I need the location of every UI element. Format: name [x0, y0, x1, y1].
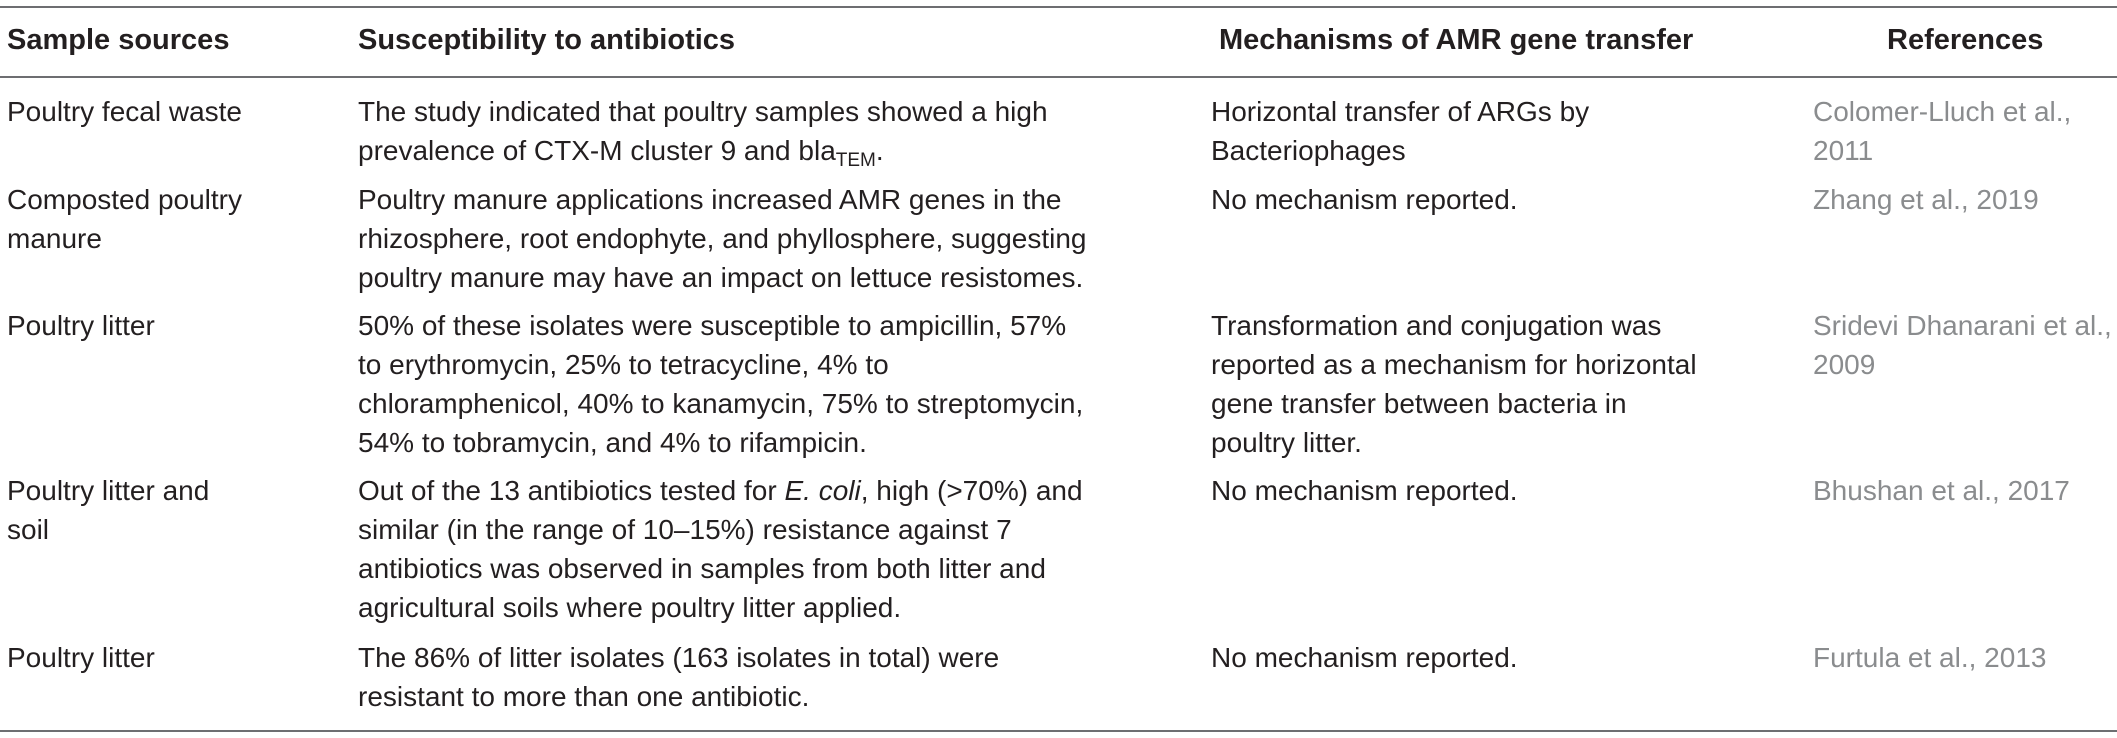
row-1-source — [7, 92, 242, 131]
row-2-susceptibility-line: poultry manure may have an impact on lettuce resistomes. — [358, 262, 1084, 293]
row-4-susceptibility-line: antibiotics was observed in samples from both litter and — [358, 553, 1046, 584]
row-2-mechanism-line: No mechanism reported. — [1211, 184, 1518, 215]
row-3-reference-line: Sridevi Dhanarani et al., — [1813, 310, 2112, 341]
row-3-susceptibility-line: to erythromycin, 25% to tetracycline, 4% to — [358, 349, 889, 380]
row-5-reference-line: Furtula et al., 2013 — [1813, 642, 2047, 673]
row-3-susceptibility-line: chloramphenicol, 40% to kanamycin, 75% to streptomycin, — [358, 388, 1084, 419]
row-1-mechanism — [1211, 92, 1589, 170]
row-4-reference — [1813, 471, 2070, 510]
row-2-reference — [1813, 180, 2039, 219]
row-3-reference-line: 2009 — [1813, 349, 1876, 380]
row-3-mechanism-line: reported as a mechanism for horizontal — [1211, 349, 1697, 380]
header-references: References — [1887, 24, 2044, 56]
row-1-reference — [1813, 92, 2071, 170]
row-4-source-line: soil — [7, 514, 50, 545]
row-3-mechanism — [1211, 306, 1697, 462]
row-1-susceptibility-period: . — [875, 135, 884, 166]
row-1-susceptibility-text: prevalence of CTX-M cluster 9 and bla — [358, 135, 836, 166]
row-3-source — [7, 306, 155, 345]
row-1-reference-line: Colomer-Lluch et al., — [1813, 96, 2072, 127]
row-4-susceptibility-text: Out of the 13 antibiotics tested for — [358, 475, 785, 506]
row-4-reference-line: Bhushan et al., 2017 — [1813, 475, 2070, 506]
row-2-source — [7, 180, 242, 258]
row-4-source-line: Poultry litter and — [7, 475, 210, 506]
row-3-susceptibility — [358, 306, 1083, 462]
row-2-susceptibility-line: Poultry manure applications increased AMR genes in the — [358, 184, 1062, 215]
row-2-source-line: Composted poultry — [7, 184, 243, 215]
row-4-susceptibility-line — [358, 471, 1083, 510]
row-5-susceptibility — [358, 638, 999, 716]
row-2-mechanism — [1211, 180, 1518, 219]
row-4-mechanism — [1211, 471, 1518, 510]
row-5-source — [7, 638, 155, 677]
row-2-reference-line: Zhang et al., 2019 — [1813, 184, 2039, 215]
row-5-mechanism-line: No mechanism reported. — [1211, 642, 1518, 673]
row-4-susceptibility — [358, 471, 1083, 627]
row-3-reference — [1813, 306, 2112, 384]
row-1-mechanism-line: Bacteriophages — [1211, 135, 1406, 166]
row-3-mechanism-line: Transformation and conjugation was — [1211, 310, 1662, 341]
table-top-rule — [0, 6, 2117, 8]
header-sample-sources: Sample sources — [7, 24, 230, 56]
row-1-reference-line: 2011 — [1813, 135, 1874, 166]
row-5-mechanism — [1211, 638, 1518, 677]
row-4-susceptibility-line: similar (in the range of 10–15%) resistance against 7 — [358, 514, 1012, 545]
row-2-susceptibility — [358, 180, 1087, 297]
row-1-susceptibility-line: The study indicated that poultry samples showed a high — [358, 96, 1048, 127]
row-4-susceptibility-text: , high (>70%) and — [860, 475, 1083, 506]
row-5-source-line: Poultry litter — [7, 642, 155, 673]
table-header-rule — [0, 76, 2117, 78]
row-2-susceptibility-line: rhizosphere, root endophyte, and phyllosphere, suggesting — [358, 223, 1087, 254]
row-1-mechanism-line: Horizontal transfer of ARGs by — [1211, 96, 1590, 127]
row-5-reference — [1813, 638, 2046, 677]
bla-tem-subscript: TEM — [835, 150, 876, 171]
row-3-mechanism-line: poultry litter. — [1211, 427, 1362, 458]
e-coli-italic: E. coli — [784, 475, 861, 506]
row-5-susceptibility-line: resistant to more than one antibiotic. — [358, 681, 810, 712]
row-3-source-line: Poultry litter — [7, 310, 155, 341]
row-4-susceptibility-line: agricultural soils where poultry litter applied. — [358, 592, 902, 623]
row-1-susceptibility-line — [358, 131, 1048, 170]
header-susceptibility: Susceptibility to antibiotics — [358, 24, 736, 56]
row-2-source-line: manure — [7, 223, 102, 254]
row-1-source-line: Poultry fecal waste — [7, 96, 242, 127]
row-3-mechanism-line: gene transfer between bacteria in — [1211, 388, 1627, 419]
header-mechanisms: Mechanisms of AMR gene transfer — [1219, 24, 1694, 56]
row-3-susceptibility-line: 50% of these isolates were susceptible to ampicillin, 57% — [358, 310, 1067, 341]
row-3-susceptibility-line: 54% to tobramycin, and 4% to rifampicin. — [358, 427, 867, 458]
row-5-susceptibility-line: The 86% of litter isolates (163 isolates in total) were — [358, 642, 1000, 673]
row-4-source — [7, 471, 209, 549]
table-bottom-rule — [0, 730, 2117, 732]
row-4-mechanism-line: No mechanism reported. — [1211, 475, 1518, 506]
row-1-susceptibility — [358, 92, 1048, 170]
